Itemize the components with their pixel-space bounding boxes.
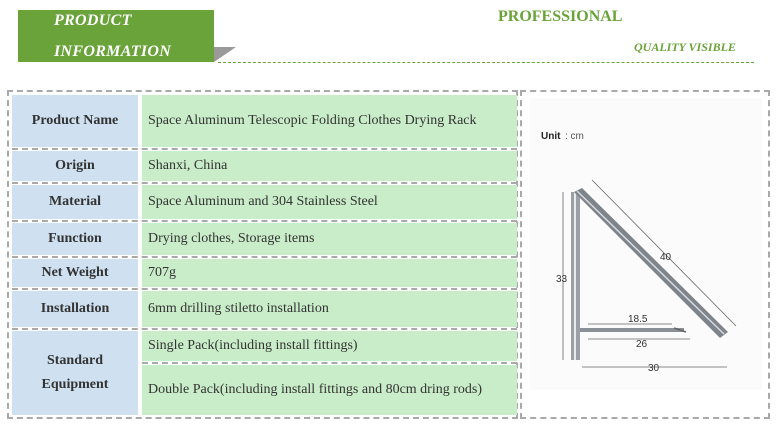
row-value: Drying clothes, Storage items <box>142 223 517 255</box>
unit-label: Unit <box>541 131 561 142</box>
row-divider <box>12 148 517 150</box>
table-row <box>12 185 517 219</box>
row-value: 707g <box>142 259 517 287</box>
row-value: Space Aluminum and 304 Stainless Steel <box>142 185 517 219</box>
row-divider <box>12 220 517 222</box>
professional-heading: PROFESSIONAL <box>498 8 623 25</box>
header-title-line2: INFORMATION <box>54 43 172 60</box>
row-divider <box>12 328 517 330</box>
dim-diagonal-label: 40 <box>660 252 672 263</box>
row-value: Shanxi, China <box>142 151 517 181</box>
row-label: Origin <box>12 151 138 181</box>
row-divider <box>12 256 517 258</box>
dim-height-label: 33 <box>556 274 568 285</box>
drying-rack-diagram <box>522 92 768 417</box>
table-row <box>12 223 517 255</box>
spec-table <box>7 90 518 419</box>
row-divider <box>12 288 517 290</box>
header-divider <box>218 62 754 63</box>
row-label: Net Weight <box>12 259 138 287</box>
row-divider <box>12 182 517 184</box>
product-diagram-panel <box>520 90 770 419</box>
table-row <box>12 95 517 147</box>
row-label: Function <box>12 223 138 255</box>
rack-vertical-highlight <box>574 192 576 360</box>
row-label: Material <box>12 185 138 219</box>
row-value: 6mm drilling stiletto installation <box>142 291 517 327</box>
quality-visible-tagline: QUALITY VISIBLE <box>634 40 736 54</box>
row-value: Space Aluminum Telescopic Folding Clothes Drying Rack <box>142 95 517 147</box>
dim-width-label: 30 <box>648 363 660 374</box>
row-label: Product Name <box>12 95 138 147</box>
rack-inner-bar <box>580 328 684 332</box>
unit-value: : cm <box>565 131 584 142</box>
header-title-line1: PRODUCT <box>54 12 132 29</box>
header-banner-shadow <box>214 47 236 62</box>
row-divider <box>142 362 517 364</box>
table-row <box>12 291 517 327</box>
table-row <box>12 151 517 181</box>
table-row <box>12 259 517 287</box>
dim-mid-label: 26 <box>636 339 648 350</box>
table-row-standard-equipment <box>12 331 517 415</box>
row-value-single-pack: Single Pack(including install fittings) <box>142 331 517 361</box>
row-label: Installation <box>12 291 138 327</box>
row-label: Standard Equipment <box>12 331 138 415</box>
dim-inner-label: 18.5 <box>628 314 648 325</box>
row-value-double-pack: Double Pack(including install fittings and 80cm dring rods) <box>142 365 517 415</box>
